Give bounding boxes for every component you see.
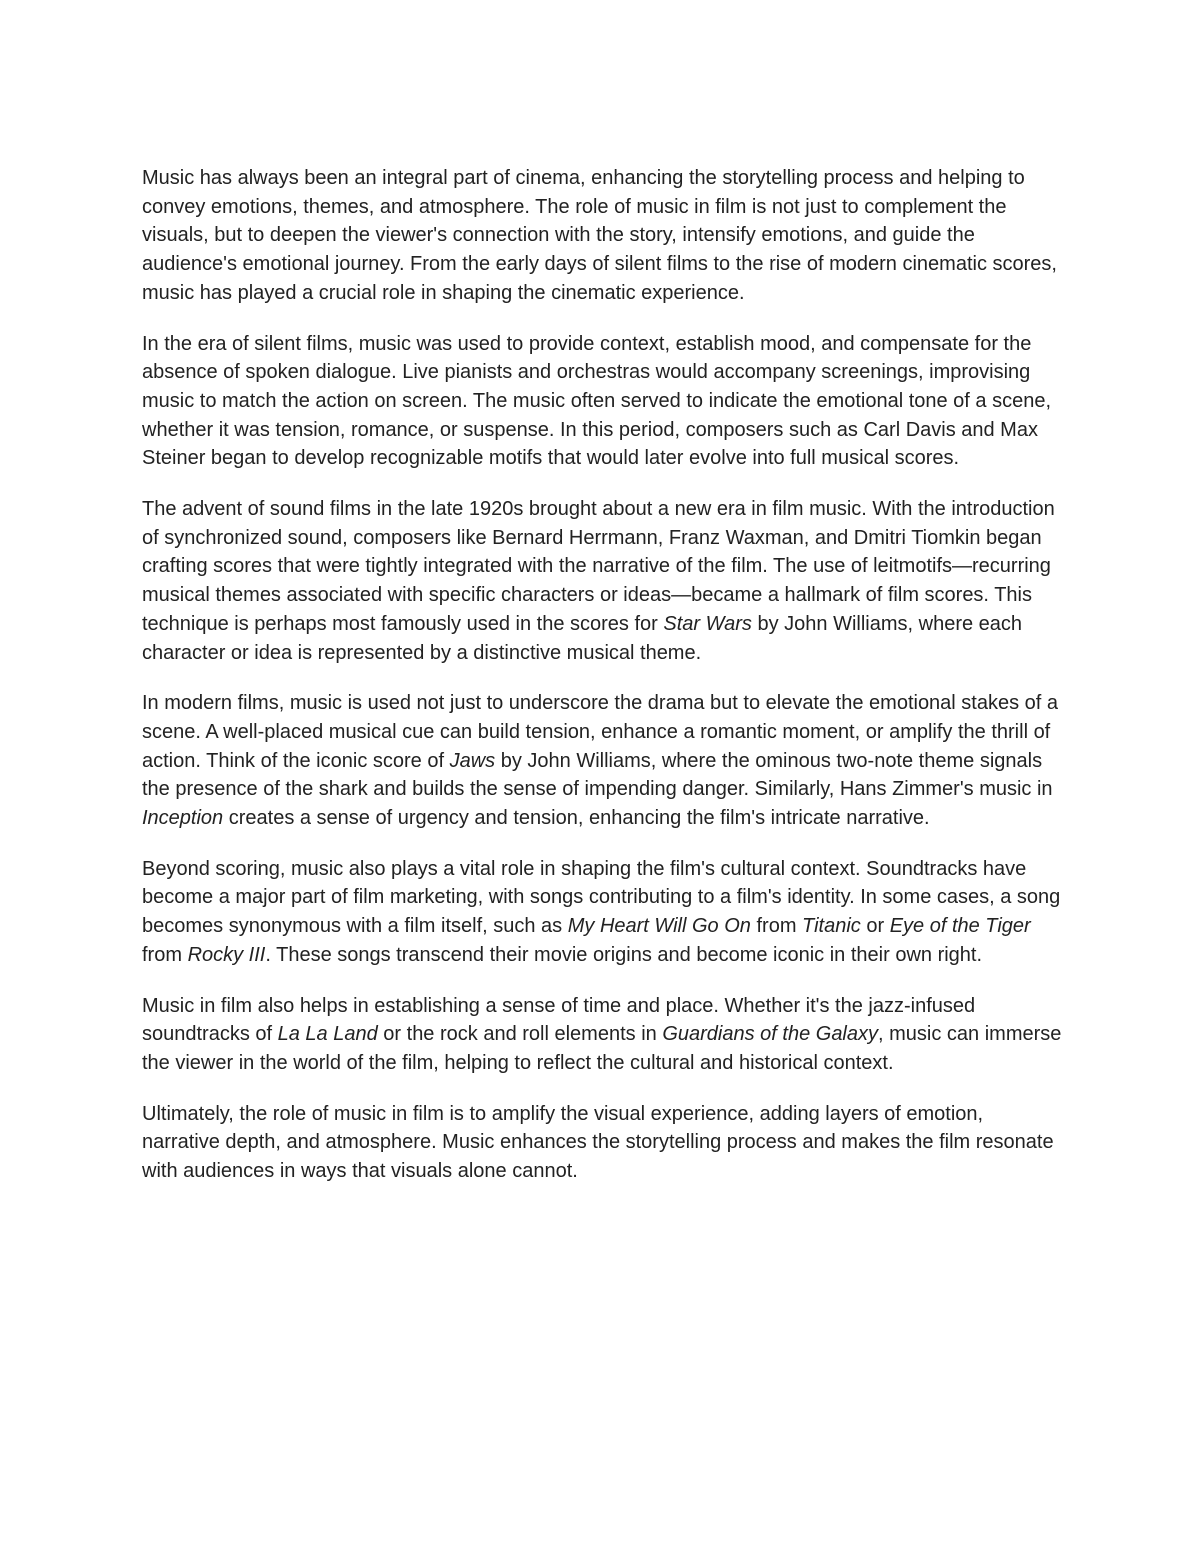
italic-title-text: Star Wars [663, 612, 752, 635]
paragraph-text: by John Williams, where the ominous two-note theme signals the presence of the shark and builds the sense of impending danger. Similarly, Hans Zimmer's music in [142, 749, 1053, 801]
paragraph-text: In modern films, music is used not just to underscore the drama but to elevate the emotional stakes of a scene. A well-placed musical cue can build tension, enhance a romantic moment, or amplify the thrill of action. Think of the iconic score of [142, 692, 1059, 772]
paragraph [142, 330, 1062, 474]
italic-title-text: La La Land [277, 1023, 378, 1046]
italic-title-text: Inception [142, 807, 224, 830]
italic-title-text: Titanic [802, 915, 861, 938]
paragraph [142, 164, 1062, 308]
paragraph-text: from [750, 915, 803, 938]
paragraph-text: by John Williams, where each character or idea is represented by a distinctive musical theme. [142, 612, 1023, 664]
paragraph [142, 495, 1062, 667]
paragraph-text: Ultimately, the role of music in film is to amplify the visual experience, adding layers of emotion, narrative depth, and atmosphere. Music enhances the storytelling process and makes the film resonate with audiences in ways that visuals alone cannot. [142, 1102, 1054, 1183]
paragraph [142, 689, 1062, 833]
paragraph-text: , music can immerse the viewer in the world of the film, helping to reflect the cultural and historical context. [142, 1023, 1062, 1074]
italic-title-text: Eye of the Tiger [889, 915, 1031, 938]
paragraph [142, 1100, 1062, 1186]
italic-title-text: Guardians of the Galaxy [662, 1023, 879, 1046]
paragraph [142, 855, 1062, 970]
paragraph-text: . These songs transcend their movie origins and become iconic in their own right. [265, 943, 983, 966]
paragraph-text: Music has always been an integral part of cinema, enhancing the storytelling process and helping to convey emotions, themes, and atmosphere. The role of music in film is not just to complement the visuals, but to deepen the viewer's connection with the story, intensify emotions, and guide the audience's emotional journey. From the early days of silent films to the rise of modern cinematic scores, music has played a crucial role in shaping the cinematic experience. [142, 167, 1057, 304]
italic-title-text: Rocky III [187, 943, 266, 966]
paragraph [142, 992, 1062, 1078]
paragraph-text: Music in film also helps in establishing a sense of time and place. Whether it's the jazz-infused soundtracks of [142, 994, 976, 1046]
paragraph-text: In the era of silent films, music was used to provide context, establish mood, and compensate for the absence of spoken dialogue. Live pianists and orchestras would accompany screenings, improvising music to match the action on screen. The music often served to indicate the emotional tone of a scene, whether it was tension, romance, or suspense. In this period, composers such as Carl Davis and Max Steiner began to develop recognizable motifs that would later evolve into full musical scores. [142, 332, 1052, 470]
paragraph-text: from [142, 943, 188, 966]
document-body [142, 164, 1062, 1208]
italic-title-text: My Heart Will Go On [567, 915, 751, 938]
paragraph-text: creates a sense of urgency and tension, enhancing the film's intricate narrative. [223, 807, 930, 830]
paragraph-text: or the rock and roll elements in [377, 1023, 663, 1046]
paragraph-text: Beyond scoring, music also plays a vital role in shaping the film's cultural context. Soundtracks have become a major part of film marketing, with songs contributing to a film's identity. In some cases, a song becomes synonymous with a film itself, such as [142, 857, 1061, 938]
paragraph-text: The advent of sound films in the late 1920s brought about a new era in film music. With the introduction of synchronized sound, composers like Bernard Herrmann, Franz Waxman, and Dmitri Tiomkin began crafting scores that were tightly integrated with the narrative of the film. The use of leitmotifs—recurring musical themes associated with specific characters or ideas—became a hallmark of film scores. This technique is perhaps most famously used in the scores for [142, 498, 1055, 635]
paragraph-text: or [860, 915, 890, 938]
italic-title-text: Jaws [449, 749, 496, 772]
